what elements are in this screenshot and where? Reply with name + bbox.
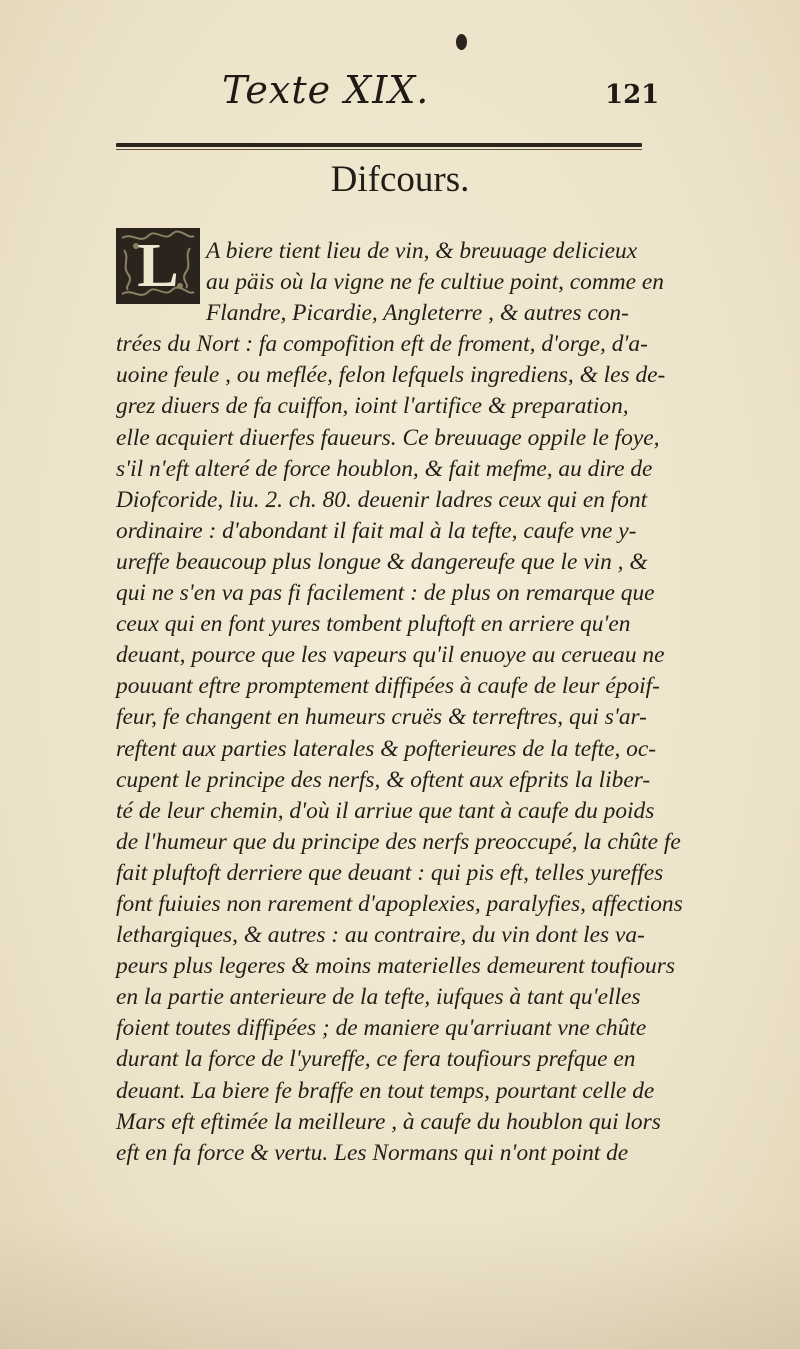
text-line: pouuant eftre promptement diffipées à caufe de leur époif- <box>116 673 660 700</box>
text-line: elle acquiert diuerfes faueurs. Ce breuuage oppile le foye, <box>116 424 660 451</box>
text-line: en la partie anterieure de la tefte, iufques à tant qu'elles <box>116 984 641 1011</box>
text-line: peurs plus legeres & moins materielles demeurent toufiours <box>116 953 675 980</box>
header-rule-thin <box>116 149 642 150</box>
text-line: grez diuers de fa cuiffon, ioint l'artifice & preparation, <box>116 393 629 420</box>
discourse-text <box>116 236 683 1169</box>
text-line: foient toutes diffipées ; de maniere qu'arriuant vne chûte <box>116 1015 647 1042</box>
ink-mark <box>456 34 467 50</box>
text-line: fait pluftoft derriere que deuant : qui pis eft, telles yureffes <box>116 859 664 886</box>
text-line: té de leur chemin, d'où il arriue que tant à caufe du poids <box>116 797 655 824</box>
text-line: deuant. La biere fe braffe en tout temps, pourtant celle de <box>116 1077 655 1104</box>
page-header <box>0 60 800 110</box>
page-shading <box>0 1220 800 1349</box>
initial-letter: L <box>137 232 179 300</box>
text-line: font fuiuies non rarement d'apoplexies, paralyfies, affections <box>116 890 683 917</box>
text-line: eft en fa force & vertu. Les Normans qui n'ont point de <box>116 1139 629 1166</box>
text-line: Flandre, Picardie, Angleterre , & autres con- <box>206 300 629 327</box>
text-line: de l'humeur que du principe des nerfs preoccupé, la chûte fe <box>116 828 681 855</box>
text-line: durant la force de l'yureffe, ce fera toufiours prefque en <box>116 1046 636 1073</box>
text-line: A biere tient lieu de vin, & breuuage delicieux <box>206 238 638 264</box>
text-line: Mars eft eftimée la meilleure , à caufe du houblon qui lors <box>116 1108 661 1135</box>
header-rule <box>116 143 642 147</box>
text-line: deuant, pource que les vapeurs qu'il enuoye au cerueau ne <box>116 642 665 669</box>
text-line: lethargiques, & autres : au contraire, du vin dont les va- <box>116 922 645 949</box>
running-title: Texte XIX. <box>222 68 430 112</box>
text-line: feur, fe changent en humeurs cruës & terreftres, qui s'ar- <box>116 704 647 731</box>
section-title: Difcours. <box>330 159 470 200</box>
text-line: ordinaire : d'abondant il fait mal à la tefte, caufe vne y- <box>116 517 637 544</box>
text-line: ureffe beaucoup plus longue & dangereufe que le vin , & <box>116 548 648 575</box>
text-line: qui ne s'en va pas fi facilement : de plus on remarque que <box>116 580 655 607</box>
text-line: trées du Nort : fa compofition eft de froment, d'orge, d'a- <box>116 331 648 358</box>
text-line: cupent le principe des nerfs, & oftent aux efprits la liber- <box>116 766 651 793</box>
page-number: 121 <box>605 80 660 110</box>
text-line: Diofcoride, liu. 2. ch. 80. deuenir ladres ceux qui en font <box>116 486 648 513</box>
text-line: ceux qui en font yures tombent pluftoft en arriere qu'en <box>116 611 631 638</box>
text-line: s'il n'eft alteré de force houblon, & fait mefme, au dire de <box>116 455 653 482</box>
text-line: au päis où la vigne ne fe cultiue point, comme en <box>206 269 664 296</box>
text-line: uoine feule , ou meflée, felon lefquels ingrediens, & les de- <box>116 362 666 389</box>
text-line: reftent aux parties laterales & pofterieures de la tefte, oc- <box>116 735 657 762</box>
